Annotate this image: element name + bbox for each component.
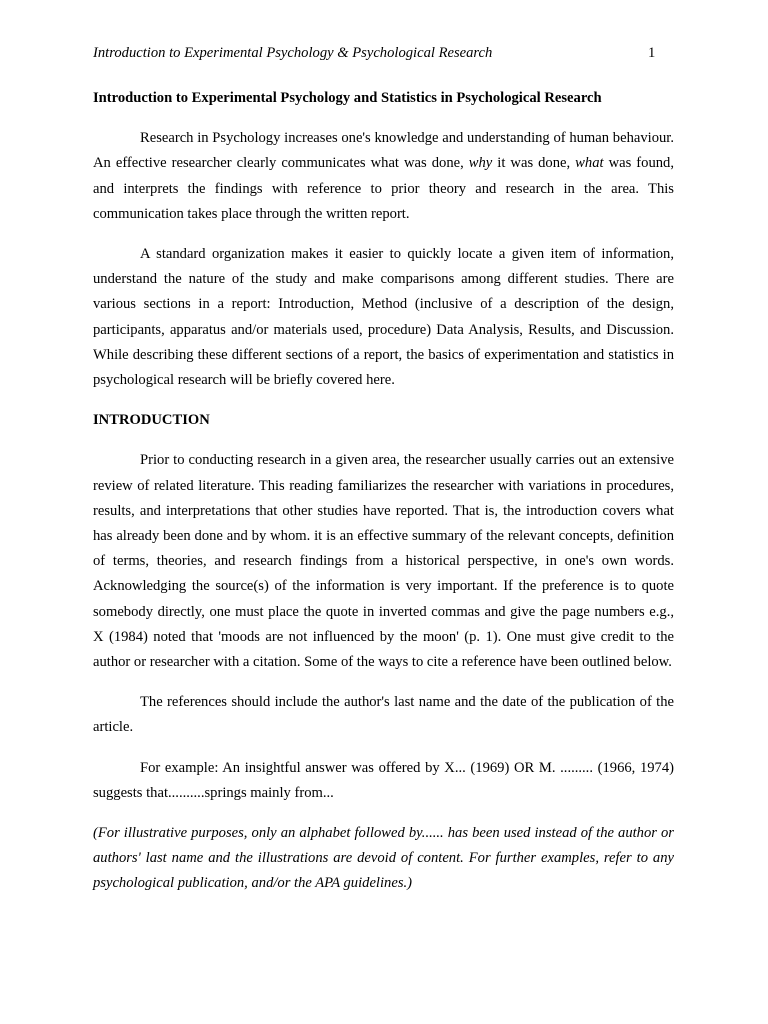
page-number: 1 (648, 45, 656, 61)
section-heading-introduction: INTRODUCTION (93, 412, 210, 429)
paragraph-text: was found, and interprets the findings with reference to prior theory and research in the area. This communication takes place through the written report. (93, 155, 674, 222)
paragraph-standard-organization: A standard organization makes it easier to quickly locate a given item of information, understand the nature of the study and make comparisons among different studies. There are various sections in a report: Introduction, Method (inclusive of a description of the design, participants, apparatus and/or materials used, procedure) Data Analysis, Results, and Discussion. While describing these different sections of a report, the basics of experimentation and statistics in psychological research will be briefly covered here. (93, 246, 674, 389)
emphasis-why: why (468, 155, 493, 172)
paragraph-illustrative-note: (For illustrative purposes, only an alphabet followed by...... has been used instead of the author or authors' last name and the illustrations are devoid of content. For further examples, refer to any psychological publication, and/or the APA guidelines.) (93, 825, 674, 892)
paragraph-literature-review: Prior to conducting research in a given area, the researcher usually carries out an extensive review of related literature. This reading familiarizes the researcher with variations in procedures, results, and interpretations that other studies have reported. That is, the introduction covers what has already been done and by whom. it is an effective summary of the relevant concepts, definition of terms, theories, and research findings from a historical perspective, in one's own words. Acknowledging the source(s) of the information is very important. If the preference is to quote somebody directly, one must place the quote in inverted commas and give the page numbers e.g., X (1984) noted that 'moods are not influenced by the moon' (p. 1). One must give credit to the author or researcher with a citation. Some of the ways to cite a reference have been outlined below. (93, 452, 674, 671)
paragraph-example: For example: An insightful answer was offered by X... (1969) OR M. ......... (1966, 1974) suggests that..........springs mainly from... (93, 759, 674, 801)
emphasis-what: what (575, 155, 604, 172)
paragraph-text: it was done, (492, 155, 576, 172)
document-body (93, 86, 674, 912)
paragraph-references: The references should include the author's last name and the date of the publication of the article. (93, 694, 674, 736)
paragraph-research-intro (93, 126, 674, 227)
running-head: Introduction to Experimental Psychology & Psychological Research (93, 45, 493, 61)
document-title: Introduction to Experimental Psychology and Statistics in Psychological Research (93, 90, 602, 106)
paragraph-text: Research in Psychology increases one's knowledge and understanding of human behaviour. An effective researcher clearly communicates what was done, (93, 130, 674, 172)
